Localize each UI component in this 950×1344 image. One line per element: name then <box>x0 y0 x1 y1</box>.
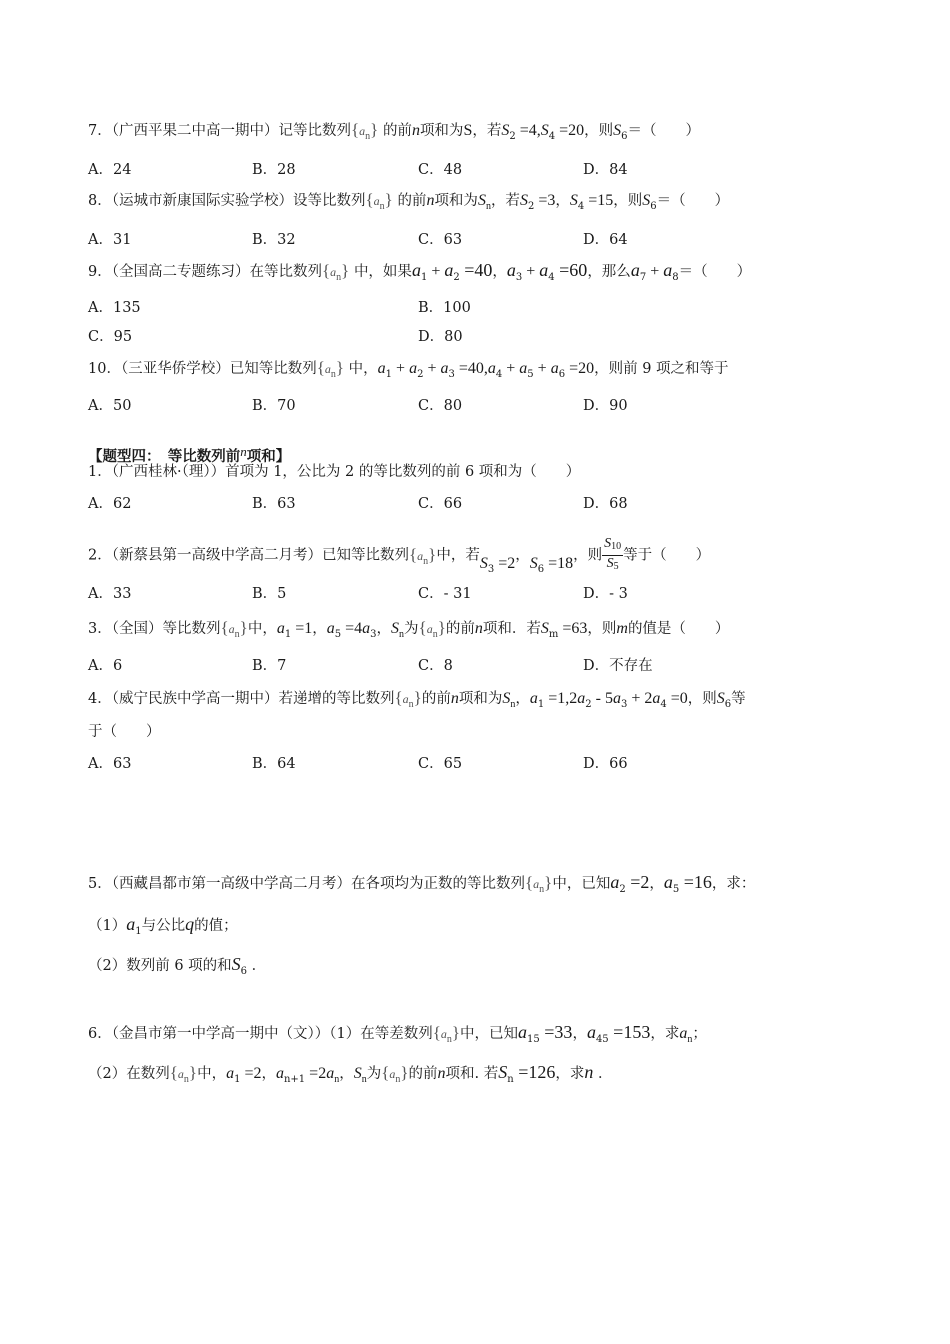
seq-an: $\{a_n\}$ <box>316 358 345 380</box>
p3-option-d: D．不存在 <box>583 658 653 674</box>
p1-option-b: B．63 <box>252 496 296 512</box>
q9-option-b: B．100 <box>418 300 471 316</box>
p4-option-c: C．65 <box>418 756 463 772</box>
q8-option-b: B．32 <box>252 232 296 248</box>
p1-option-c: C．66 <box>418 496 463 512</box>
problem-6-part-2: （2）在数列$\{a_n\}$中，$a_1 =2$，$a_{n+1} =2a_n$，$S_n$为$\{a_n\}$的前n项和. 若$S_n =126$，求n ． <box>88 1062 613 1085</box>
seq-an: $\{a_n\}$ <box>432 1023 461 1045</box>
question-7: 7．（广西平果二中高一期中）记等比数列$\{a_n\}$ 的前n项和为S，若$S_2 =4,S_4 =20$，则$S_6=$（ ） <box>88 120 701 142</box>
q10-option-c: C．80 <box>418 398 463 414</box>
p2-option-c: C．- 31 <box>418 586 472 602</box>
q7-option-d: D．84 <box>583 162 628 178</box>
seq-an: $\{a_n\}$ <box>408 544 437 567</box>
q7-option-c: C．48 <box>418 162 463 178</box>
problem-6: 6．（金昌市第一中学高一期中（文））（1）在等差数列$\{a_n\}$中，已知$a_{15} =33$，$a_{45} =153$，求$a_n$； <box>88 1022 707 1045</box>
question-8: 8．（运城市新康国际实验学校）设等比数列$\{a_n\}$ 的前n项和为$S_n$，若$S_2 =3$，$S_4 =15$，则$S_6=$（ ） <box>88 190 730 212</box>
seq-an: $\{a_n\}$ <box>381 1063 409 1085</box>
question-9: 9．（全国高二专题练习）在等比数列$\{a_n\}$ 中，如果$a_1 + a_2 =40$，$a_3 + a_4 =60$，那么$a_7 + a_8=$（ ） <box>88 260 752 283</box>
p2-option-a: A．33 <box>88 586 132 602</box>
q10-option-a: A．50 <box>88 398 132 414</box>
seq-an: $\{a_n\}$ <box>169 1063 198 1085</box>
p3-option-b: B．7 <box>252 658 287 674</box>
seq-an: $\{a_n\}$ <box>365 190 393 212</box>
p1-option-d: D．68 <box>583 496 628 512</box>
q10-option-d: D．90 <box>583 398 628 414</box>
seq-an: $\{a_n\}$ <box>321 261 350 283</box>
p2-option-b: B．5 <box>252 586 287 602</box>
problem-1: 1．（广西桂林·（理））首项为 1，公比为 2 的等比数列的前 6 项和为（ ） <box>88 464 581 480</box>
seq-an: $\{a_n\}$ <box>220 618 248 640</box>
seq-an: $\{a_n\}$ <box>394 688 422 710</box>
q9-option-a: A．135 <box>88 300 141 316</box>
p2-option-d: D．- 3 <box>583 586 628 602</box>
seq-an: $\{a_n\}$ <box>350 120 379 142</box>
problem-2: 2．（新蔡县第一高级中学高二月考）已知等比数列$\{a_n\}$中，若$S_3 =2$，$S_6 =18$，则 $\frac{S_{10}}{S_5}$ 等于（ ） <box>88 536 711 575</box>
q7-option-a: A．24 <box>88 162 132 178</box>
q7-option-b: B．28 <box>252 162 296 178</box>
problem-5-part-1: $(1)a_1$与公比q的值； <box>88 914 238 937</box>
p3-option-c: C．8 <box>418 658 453 674</box>
seq-an: $\{a_n\}$ <box>418 618 446 640</box>
q8-option-d: D．64 <box>583 232 628 248</box>
q9-option-d: D．80 <box>418 329 463 345</box>
section-heading: 【题型四： 等比数列前n项和】 <box>88 444 291 465</box>
q8-option-c: C．63 <box>418 232 463 248</box>
seq-an: $\{a_n\}$ <box>524 873 553 895</box>
problem-4: 4．（威宁民族中学高一期中）若递增的等比数列$\{a_n\}$的前n项和为$S_n$，$a_1 =1,2a_2 - 5a_3 + 2a_4 =0$，则$S_6$等 <box>88 688 746 710</box>
problem-3: 3．（全国）等比数列$\{a_n\}$中，$a_1 =1$，$a_5 =4a_3$，$S_n$为$\{a_n\}$的前n项和．若$S_m =63$，则m的值是（ ） <box>88 618 730 640</box>
q8-option-a: A．31 <box>88 232 132 248</box>
problem-5: 5．（西藏昌都市第一高级中学高二月考）在各项均为正数的等比数列$\{a_n\}$中，已知$a_2 =2$，$a_5 =16$，求： <box>88 872 756 895</box>
question-10: 10．（三亚华侨学校）已知等比数列$\{a_n\}$ 中，$a_1 + a_2 + a_3 =40,a_4 + a_5 + a_6 =20$，则前 9 项之和等于 <box>88 358 729 380</box>
q10-option-b: B．70 <box>252 398 296 414</box>
fraction-s10-s5: $\frac{S_{10}}{S_5}$ <box>604 536 622 572</box>
p4-option-a: A．63 <box>88 756 132 772</box>
problem-5-part-2: （2）数列前 6 项的和$S_6$ ． <box>88 954 267 977</box>
problem-4-continued: 于（ ） <box>88 724 161 740</box>
p3-option-a: A．6 <box>88 658 123 674</box>
p4-option-b: B．64 <box>252 756 296 772</box>
p4-option-d: D．66 <box>583 756 628 772</box>
q9-option-c: C．95 <box>88 329 133 345</box>
p1-option-a: A．62 <box>88 496 132 512</box>
